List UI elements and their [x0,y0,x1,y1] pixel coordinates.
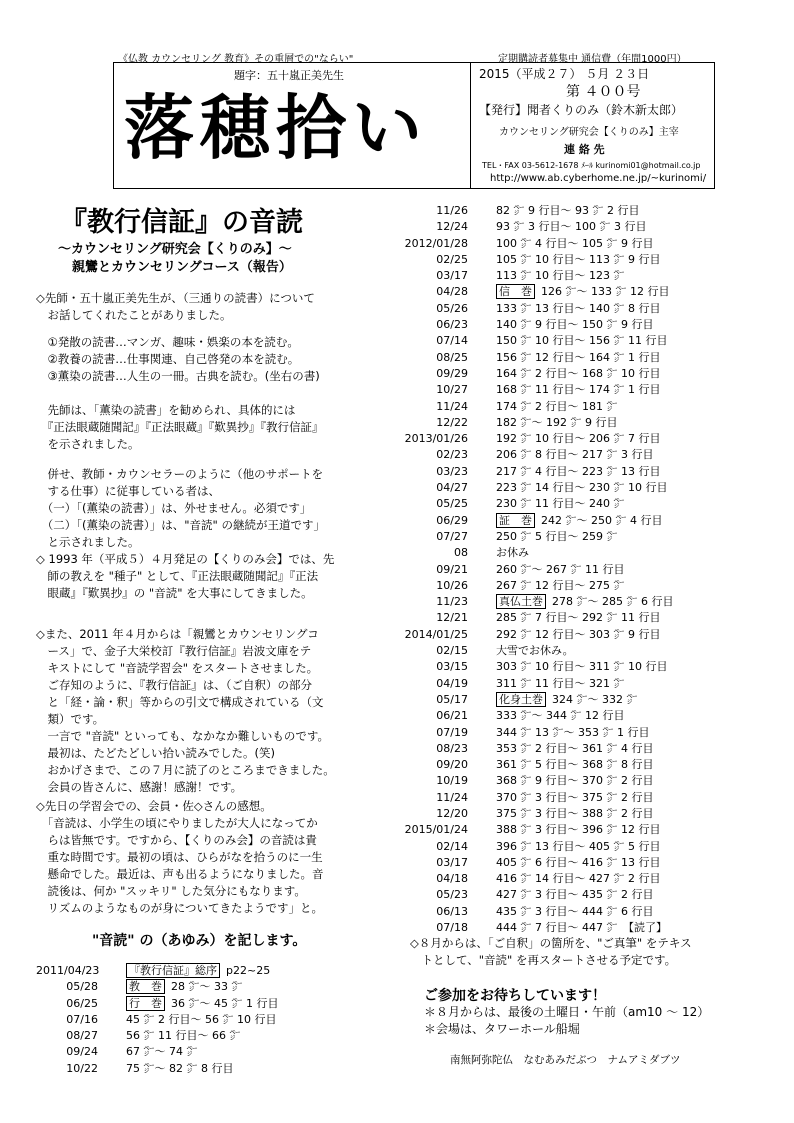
schedule-date: 12/20 [436,806,468,820]
schedule-date: 07/18 [436,921,468,935]
schedule-row [400,725,780,741]
schedule-row [400,610,780,626]
schedule-row [400,676,780,692]
schedule-date: 11/23 [436,595,468,609]
volume-label: 『教行信証』総序 [126,963,220,978]
schedule-range-cell [496,659,667,675]
page-range: 278 ㌻～ 285 ㌻ 6 行目 [552,595,674,609]
schedule-row [400,578,780,594]
schedule-range-cell [496,268,624,284]
contact-url[interactable]: http://www.ab.cyberhome.ne.jp/~kurinomi/ [490,173,707,184]
page-range: 260 ㌻～ 267 ㌻ 11 行目 [496,562,625,576]
schedule-range-cell [496,594,673,610]
schedule-date: 04/18 [436,872,468,886]
page-range: 368 ㌻ 9 行目～ 370 ㌻ 2 行目 [496,774,654,788]
schedule-row [36,979,396,995]
schedule-range-cell [126,1012,276,1028]
masthead [113,62,715,189]
schedule-range-cell [496,317,653,333]
page-range: 56 ㌻ 11 行目～ 66 ㌻ [126,1029,241,1043]
schedule-range-cell [496,790,653,806]
schedule-date: 05/17 [436,692,468,706]
schedule-date: 10/26 [436,578,468,592]
invitation: ご参加をお待ちしています！ [424,988,606,1004]
page-range: 192 ㌻ 10 行目～ 206 ㌻ 7 行目 [496,432,661,446]
schedule-date: 08 [454,546,468,560]
schedule-date: 06/25 [66,996,98,1010]
schedule-range-cell [496,301,660,317]
page-range: 36 ㌻～ 45 ㌻ 1 行目 [171,996,279,1010]
schedule-range-cell [496,431,660,447]
schedule-date: 03/23 [436,464,468,478]
schedule-row [400,790,780,806]
schedule-row [400,317,780,333]
page-range: 375 ㌻ 3 行目～ 388 ㌻ 2 行目 [496,806,654,820]
page-range: 324 ㌻～ 332 ㌻ [552,692,638,706]
article-subtitle: ～カウンセリング研究会【くりのみ】～ [58,242,292,257]
page-range: 444 ㌻ 7 行目～ 447 ㌻ 【読了】 [496,921,667,935]
schedule-row [400,415,780,431]
schedule-date: 09/20 [436,758,468,772]
schedule-date: 09/29 [436,366,468,380]
schedule-date: 08/27 [66,1029,98,1043]
page-range: 344 ㌻ 13 ㌻～ 353 ㌻ 1 行目 [496,725,650,739]
schedule-row [36,1028,396,1044]
schedule-date: 2014/01/25 [404,627,468,641]
schedule-range-cell [496,513,662,529]
schedule-range-cell [496,578,624,594]
page-range: 133 ㌻ 13 行目～ 140 ㌻ 8 行目 [496,301,661,315]
schedule-row [400,822,780,838]
page-range: 405 ㌻ 6 行目～ 416 ㌻ 13 行目 [496,855,661,869]
schedule-date: 2012/01/28 [404,236,468,250]
schedule-date: 10/27 [436,383,468,397]
page-range: 150 ㌻ 10 行目～ 156 ㌻ 11 行目 [496,334,668,348]
schedule-date: 11/24 [436,790,468,804]
schedule-date: 04/27 [436,481,468,495]
schedule-range-cell [496,252,660,268]
schedule-row [400,529,780,545]
paragraph-7: ◇先日の学習会での、会員・佐◇さんの感想。 「音読は、小学生の頃にやりましたが大人になってか らは皆無です。ですから、【くりのみ会】の音読は貴 重な時間です。最初の頃は、ひらがなを拾うのに一生 懸命でした。最近は、声も出るようになりました。音 読後は、何か "スッキリ" した気分にもなります。 リズムのようなものが身についてきたようです」と。 [36,799,324,915]
schedule-range-cell [496,496,624,512]
page-range: 67 ㌻～ 74 ㌻ [126,1045,198,1059]
page-range: 168 ㌻ 11 行目～ 174 ㌻ 1 行目 [496,383,661,397]
schedule-row [400,545,780,561]
page-range: 45 ㌻ 2 行目～ 56 ㌻ 10 行目 [126,1012,277,1026]
schedule-row [400,350,780,366]
volume-label: 化身土巻 [496,692,546,707]
ayumi-title: "音読" の（あゆみ）を記します。 [92,933,307,949]
schedule-row [400,268,780,284]
schedule-range-cell [496,529,617,545]
schedule-range-cell [496,464,660,480]
volume-label: 行 巻 [126,996,165,1011]
contact-label: 連 絡 先 [564,143,605,156]
schedule-row [400,871,780,887]
schedule-row [400,806,780,822]
schedule-range-cell [496,773,653,789]
masthead-divider [470,63,471,188]
schedule-row [400,594,780,610]
schedule-range-cell [126,963,270,979]
schedule-range-cell [496,855,660,871]
schedule-row [36,1061,396,1077]
schedule-row [400,431,780,447]
schedule-range-cell [496,806,653,822]
page-range: 126 ㌻～ 133 ㌻ 12 行目 [541,285,670,299]
page-range: 267 ㌻ 12 行目～ 275 ㌻ [496,578,625,592]
schedule-range-cell [126,979,242,995]
volume-label: 真仏土巻 [496,594,546,609]
schedule-date: 02/23 [436,448,468,462]
page-range: 311 ㌻ 11 行目～ 321 ㌻ [496,676,625,690]
schedule-row [400,236,780,252]
schedule-row [400,855,780,871]
paragraph-4: 併せ、教師・カウンセラーのように（他のサポートを する仕事）に従事している者は、 （一）「(薫染の読書）」は、外せません。必須です」 （二）「(薫染の読書）」は、"音読" の継続が王道です」 と示されました。 [47,467,325,549]
page-range: 82 ㌻ 9 行目～ 93 ㌻ 2 行目 [496,204,640,217]
schedule-date: 05/28 [66,980,98,994]
page-range: 250 ㌻ 5 行目～ 259 ㌻ [496,529,618,543]
page-range: 361 ㌻ 5 行目～ 368 ㌻ 8 行目 [496,758,654,772]
schedule-date: 07/16 [66,1012,98,1026]
schedule-range-cell [496,676,624,692]
schedule-row [400,757,780,773]
issue-number: 第 ４００号 [566,84,641,100]
page-range: 105 ㌻ 10 行目～ 113 ㌻ 9 行目 [496,252,661,266]
page-range: 156 ㌻ 12 行目～ 164 ㌻ 1 行目 [496,350,661,364]
volume-label: 証 巻 [496,513,535,528]
page-range: 285 ㌻ 7 行目～ 292 ㌻ 11 行目 [496,611,661,625]
schedule-date: 12/22 [436,415,468,429]
schedule-date: 2013/01/26 [404,432,468,446]
schedule-range-cell [496,643,574,659]
schedule-row [400,447,780,463]
schedule-range-cell [496,822,660,838]
page-range: 435 ㌻ 3 行目～ 444 ㌻ 6 行目 [496,904,654,918]
page-range: 113 ㌻ 10 行目～ 123 ㌻ [496,269,625,283]
contact-tel: TEL・FAX 03-5612-1678 ﾒｰﾙ kurinomi01@hotmail.co.jp [482,161,701,170]
schedule-row [400,708,780,724]
schedule-row [36,963,396,979]
schedule-range-cell [496,480,667,496]
schedule-range-cell [126,996,278,1012]
schedule-date: 07/14 [436,334,468,348]
tagline-left: 《仏教 カウンセリング 教育》その重層での"ならい" [118,54,354,65]
schedule-date: 04/19 [436,676,468,690]
schedule-range-cell [496,382,660,398]
page-range: 140 ㌻ 9 行目～ 150 ㌻ 9 行目 [496,318,654,332]
schedule-date: 05/23 [436,888,468,902]
volume-label: 教 巻 [126,979,165,994]
schedule-row [400,284,780,300]
schedule-date: 2015/01/24 [404,823,468,837]
schedule-range-cell [496,708,624,724]
schedule-row [400,382,780,398]
schedule-row [400,904,780,920]
page-range: 大雪でお休み。 [496,644,574,658]
page-range: 370 ㌻ 3 行目～ 375 ㌻ 2 行目 [496,790,654,804]
schedule-range-cell [496,415,617,431]
page-range: 217 ㌻ 4 行目～ 223 ㌻ 13 行目 [496,464,661,478]
page-range: 206 ㌻ 8 行目～ 217 ㌻ 3 行目 [496,448,654,462]
schedule-date: 07/19 [436,725,468,739]
schedule-date: 03/17 [436,855,468,869]
schedule-range-cell [496,562,624,578]
article-title: 『教行信証』の音読 [60,207,303,238]
schedule-range-cell [496,904,653,920]
schedule-date: 07/27 [436,529,468,543]
schedule-row [400,513,780,529]
page-range: 427 ㌻ 3 行目～ 435 ㌻ 2 行目 [496,888,654,902]
schedule-row [36,1012,396,1028]
schedule-date: 05/26 [436,301,468,315]
schedule-row [36,996,396,1012]
title-caption: 題字：五十嵐正美先生 [234,69,344,82]
schedule-row [400,562,780,578]
schedule-row [400,366,780,382]
schedule-date: 03/15 [436,660,468,674]
page-range: 182 ㌻～ 192 ㌻ 9 行目 [496,415,618,429]
schedule-range-cell [496,236,653,252]
schedule-range-cell [496,871,660,887]
schedule-date: 10/22 [66,1061,98,1075]
page-range: 333 ㌻～ 344 ㌻ 12 行目 [496,709,625,723]
schedule-row [400,773,780,789]
page-range: 174 ㌻ 2 行目～ 181 ㌻ [496,399,618,413]
schedule-range-cell [496,219,646,235]
schedule-date: 06/29 [436,513,468,527]
schedule-date: 05/25 [436,497,468,511]
schedule-range-cell [496,366,660,382]
schedule-date: 06/21 [436,709,468,723]
schedule-row [400,496,780,512]
schedule-range-cell [496,627,660,643]
schedule-date: 02/25 [436,252,468,266]
page-range: お休み [496,546,529,560]
schedule-date: 06/23 [436,318,468,332]
schedule-row [400,203,780,219]
schedule-row [400,219,780,235]
page-range: 164 ㌻ 2 行目～ 168 ㌻ 10 行目 [496,366,661,380]
issue-date: 2015（平成２７） ５月 ２３日 [479,67,650,81]
schedule-range-cell [496,545,529,561]
schedule-range-cell [496,610,660,626]
nembutsu: 南無阿弥陀仏 なむあみだぶつ ナムアミダブツ [450,1054,681,1066]
page-range: 388 ㌻ 3 行目～ 396 ㌻ 12 行目 [496,823,661,837]
paragraph-3: 先師は、「薫染の読書」を勧められ、具体的には 『正法眼蔵随聞記』『正法眼蔵』『歎異抄』『教行信証』 を示されました。 [47,403,324,451]
schedule-range-cell [496,399,617,415]
paragraph-6: ◇また、2011 年４月からは「親鸞とカウンセリングコ ース」で、金子大栄校訂『教行信証』岩波文庫をテ キストにして "音読学習会" をスタートさせました。 ご存知のように、『教行信証』は、（ご自釈）の部分 と「経・論・釈」等からの引文で構成されている（文 類）です。 一言で "音読" といっても、なかなか難しいものです。 最初は、たどたどしい拾い読みでした。(笑) おかげさまで、この７月に読了のところまできました。 会員の皆さんに、感謝！感謝！です。 [36,627,335,794]
schedule-date: 12/21 [436,611,468,625]
schedule-row [36,1044,396,1060]
schedule-range-cell [496,692,637,708]
page-range: 416 ㌻ 14 行目～ 427 ㌻ 2 行目 [496,872,661,886]
organization: カウンセリング研究会【くりのみ】主宰 [499,127,679,138]
schedule-row [400,839,780,855]
schedule-range-cell [126,1061,233,1077]
schedule-date: 08/23 [436,741,468,755]
schedule-date: 10/19 [436,774,468,788]
schedule-row [400,480,780,496]
schedule-range-cell [126,1028,240,1044]
schedule-date: 02/14 [436,839,468,853]
newsletter-title: 落穂拾い [124,86,428,169]
schedule-date: 2011/04/23 [36,964,100,977]
schedule-range-cell [496,447,653,463]
schedule-range-cell [496,284,669,300]
schedule-range-cell [496,333,667,349]
paragraph-1: ◇先師・五十嵐正美先生が、（三通りの読書）について お話してくれたことがありました。 [36,291,315,322]
schedule-date: 04/28 [436,285,468,299]
page-range: 75 ㌻～ 82 ㌻ 8 行目 [126,1061,234,1075]
schedule-row [400,627,780,643]
schedule-row [400,692,780,708]
schedule-date: 06/13 [436,904,468,918]
schedule-row [400,643,780,659]
schedule-row [400,741,780,757]
schedule-row [400,399,780,415]
schedule-range-cell [496,725,649,741]
meeting-details: ＊８月からは、最後の土曜日・午前（am10 ～ 12） ＊会場は、タワーホール船堀 [424,1005,710,1036]
schedule-range-cell [496,741,653,757]
schedule-date: 12/24 [436,220,468,234]
schedule-date: 11/24 [436,399,468,413]
volume-label: 信 巻 [496,284,535,299]
schedule-row [400,659,780,675]
schedule-list-left [36,963,396,1077]
page-range: 303 ㌻ 10 行目～ 311 ㌻ 10 行目 [496,660,668,674]
schedule-range-cell [496,920,667,936]
schedule-range-cell [126,1044,197,1060]
page-range: 100 ㌻ 4 行目～ 105 ㌻ 9 行目 [496,236,654,250]
article-subtitle-2: 親鸞とカウンセリングコース（報告） [72,260,292,275]
publisher: 【発行】聞者くりのみ（鈴木新太郎） [479,103,684,117]
schedule-date: 11/26 [436,204,468,217]
page-range: 223 ㌻ 14 行目～ 230 ㌻ 10 行目 [496,481,668,495]
paragraph-2: ①発散の読書…マンガ、趣味・娯楽の本を読む。 ②教養の読書…仕事関連、自己啓発の本を読む。 ③薫染の読書…人生の一冊。古典を読む。(坐右の書) [47,335,320,383]
schedule-row [400,920,780,936]
schedule-range-cell [496,350,660,366]
schedule-row [400,252,780,268]
tagline-right: 定期購読者募集中 通信費（年間1000円） [498,54,687,65]
footer-note: ◇８月からは、「ご自釈」の箇所を、"ご真筆" をテキス トとして、"音読" を再スタートさせる予定です。 [410,936,692,967]
schedule-row [400,333,780,349]
page-range: 292 ㌻ 12 行目～ 303 ㌻ 9 行目 [496,627,661,641]
page-range: 396 ㌻ 13 行目～ 405 ㌻ 5 行目 [496,839,661,853]
schedule-date: 09/24 [66,1045,98,1059]
schedule-row [400,464,780,480]
schedule-row [400,301,780,317]
schedule-range-cell [496,839,660,855]
schedule-range-cell [496,757,653,773]
page-range: 28 ㌻～ 33 ㌻ [171,980,243,994]
page-range: p22~25 [226,964,271,977]
paragraph-5: ◇ 1993 年（平成５）４月発足の【くりのみ会】では、先 師の教えを "種子" として、『正法眼蔵随聞記』『正法 眼蔵』『歎異抄』の "音読" を大事にしてきました。 [36,552,335,600]
schedule-range-cell [496,887,653,903]
schedule-date: 08/25 [436,350,468,364]
schedule-date: 09/21 [436,562,468,576]
page-range: 353 ㌻ 2 行目～ 361 ㌻ 4 行目 [496,741,654,755]
page-range: 230 ㌻ 11 行目～ 240 ㌻ [496,497,625,511]
schedule-date: 02/15 [436,644,468,658]
schedule-date: 03/17 [436,269,468,283]
schedule-range-cell [496,203,639,219]
schedule-list-right [400,203,780,936]
schedule-row [400,887,780,903]
page-range: 242 ㌻～ 250 ㌻ 4 行目 [541,513,663,527]
page-range: 93 ㌻ 3 行目～ 100 ㌻ 3 行目 [496,220,647,234]
